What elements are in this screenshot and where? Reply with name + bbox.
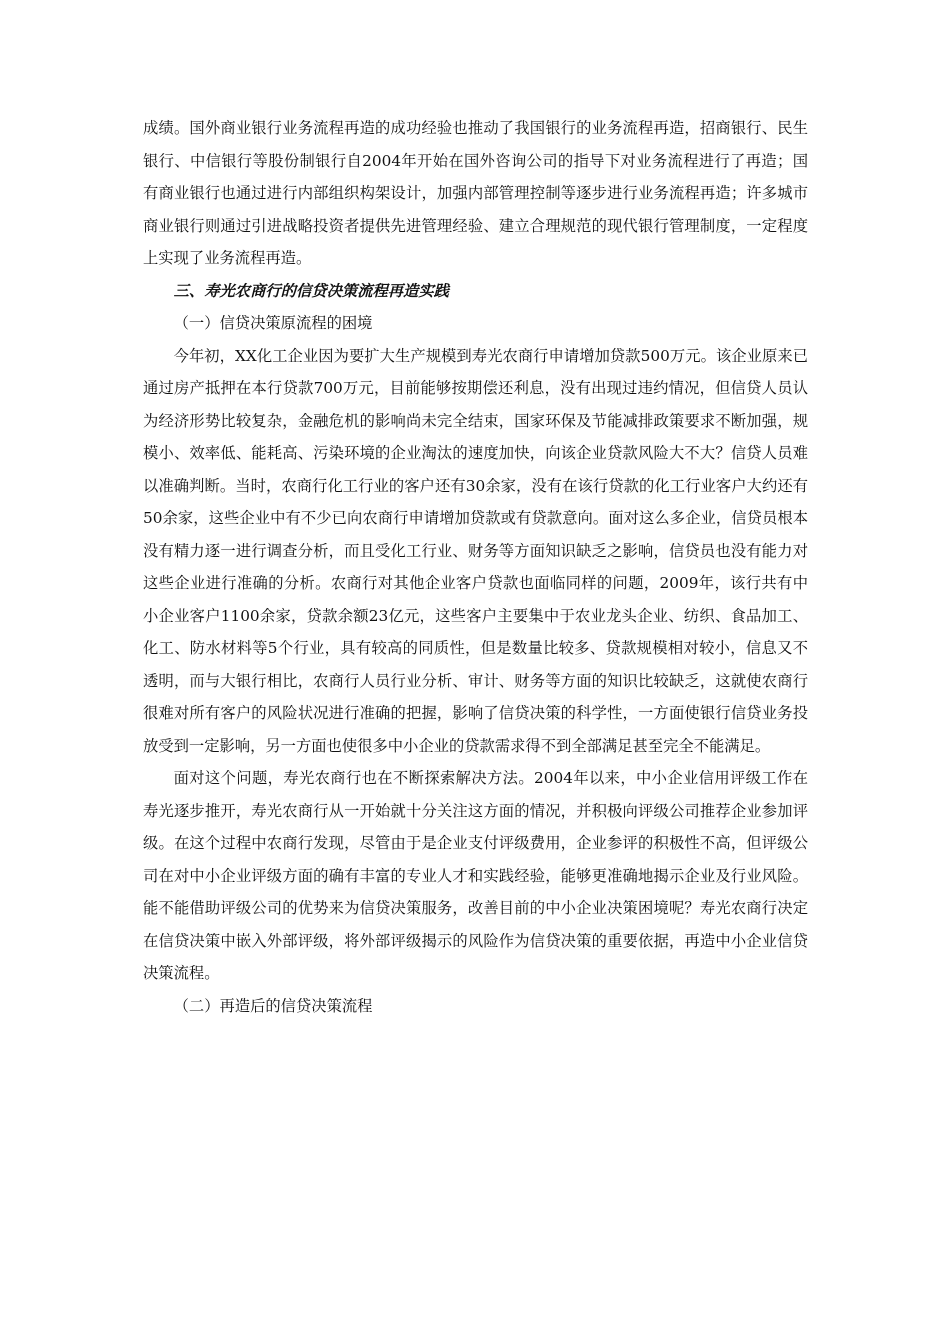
subsection-heading-2: （二）再造后的信贷决策流程 [173, 996, 373, 1015]
paragraph-solution-approach: 面对这个问题，寿光农商行也在不断探索解决方法。2004年以来，中小企业信用评级工作在寿光逐步推开，寿光农商行从一开始就十分关注这方面的情况，并积极向评级公司推荐企业参加评级。在这个过程中农商行发现，尽管由于是企业支付评级费用，企业参评的积极性不高，但评级公司在对中小企业评级方面的确有丰富的专业人才和实践经验，能够更准确地揭示企业及行业风险。能不能借助评级公司的优势来为信贷决策服务，改善目前的中小企业决策困境呢？寿光农商行决定在信贷决策中嵌入外部评级，将外部评级揭示的风险作为信贷决策的重要依据，再造中小企业信贷决策流程。 [143, 769, 808, 982]
paragraph-case-description: 今年初，XX化工企业因为要扩大生产规模到寿光农商行申请增加贷款500万元。该企业原来已通过房产抵押在本行贷款700万元，目前能够按期偿还利息，没有出现过违约情况，但信贷人员认为经济形势比较复杂，金融危机的影响尚未完全结束，国家环保及节能减排政策要求不断加强，规模小、效率低、能耗高、污染环境的企业淘汰的速度加快，向该企业贷款风险大不大？信贷人员难以准确判断。当时，农商行化工行业的客户还有30余家，没有在该行贷款的化工行业客户大约还有50余家，这些企业中有不少已向农商行申请增加贷款或有贷款意向。面对这么多企业，信贷员根本没有精力逐一进行调查分析，而且受化工行业、财务等方面知识缺乏之影响，信贷员也没有能力对这些企业进行准确的分析。农商行对其他企业客户贷款也面临同样的问题，2009年，该行共有中小企业客户1100余家，贷款余额23亿元，这些客户主要集中于农业龙头企业、纺织、食品加工、化工、防水材料等5个行业，具有较高的同质性，但是数量比较多、贷款规模相对较小，信息又不透明，而与大银行相比，农商行人员行业分析、审计、财务等方面的知识比较缺乏，这就使农商行很难对所有客户的风险状况进行准确的把握，影响了信贷决策的科学性，一方面使银行信贷业务投放受到一定影响，另一方面也使很多中小企业的贷款需求得不到全部满足甚至完全不能满足。 [143, 346, 808, 755]
document-page [143, 112, 808, 1022]
paragraph-intro-continuation: 成绩。国外商业银行业务流程再造的成功经验也推动了我国银行的业务流程再造，招商银行、民生银行、中信银行等股份制银行自2004年开始在国外咨询公司的指导下对业务流程进行了再造；国有商业银行也通过进行内部组织构架设计，加强内部管理控制等逐步进行业务流程再造；许多城市商业银行则通过引进战略投资者提供先进管理经验、建立合理规范的现代银行管理制度，一定程度上实现了业务流程再造。 [143, 119, 808, 267]
section-heading-3: 三、寿光农商行的信贷决策流程再造实践 [173, 281, 449, 300]
subsection-heading-1: （一）信贷决策原流程的困境 [173, 314, 373, 332]
